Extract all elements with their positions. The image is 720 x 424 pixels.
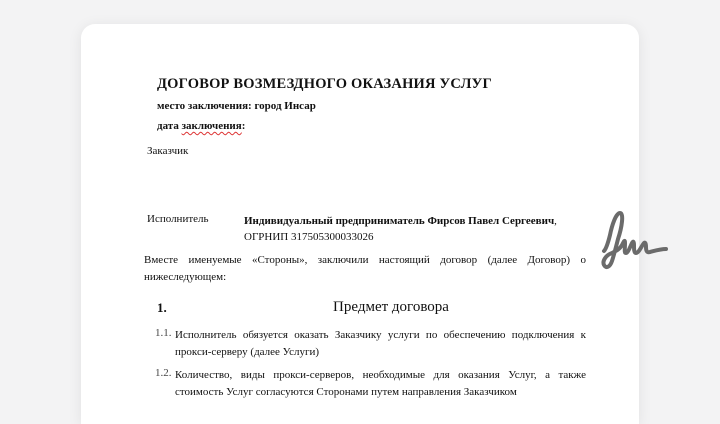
executor-comma: ,: [554, 215, 557, 227]
document-page: [81, 24, 639, 424]
section-title: Предмет договора: [333, 299, 449, 315]
clause-number: 1.1.: [155, 327, 172, 339]
document-title: ДОГОВОР ВОЗМЕЗДНОГО ОКАЗАНИЯ УСЛУГ: [157, 76, 492, 92]
date-label-misspelled-word: заключения: [181, 120, 242, 132]
contract-place: место заключения: город Инсар: [157, 100, 316, 112]
clause-text: Исполнитель обязуется оказать Заказчику услуги по обеспечению подключения к прокси-серверу (далее Услуги): [175, 329, 586, 358]
clause-number: 1.2.: [155, 367, 172, 379]
intro-paragraph: Вместе именуемые «Стороны», заключили настоящий договор (далее Договор) о нижеследующем:: [144, 254, 586, 283]
signature-stroke: [603, 213, 666, 267]
date-label-colon: :: [241, 120, 246, 132]
clause-text: Количество, виды прокси-серверов, необходимые для оказания Услуг, а также стоимость Услуг согласуются Сторонами путем направления Заказчиком: [175, 369, 586, 398]
date-label-word: дата: [157, 120, 179, 132]
executor-details: [244, 213, 574, 245]
customer-label: Заказчик: [147, 145, 189, 157]
contract-date-label: [157, 120, 245, 132]
executor-name: Индивидуальный предприниматель Фирсов Павел Сергеевич: [244, 215, 555, 227]
signature-icon: [598, 205, 670, 273]
executor-label: Исполнитель: [147, 213, 209, 225]
executor-ogrnip: ОГРНИП 317505300033026: [244, 231, 374, 243]
section-number: 1.: [157, 300, 167, 315]
